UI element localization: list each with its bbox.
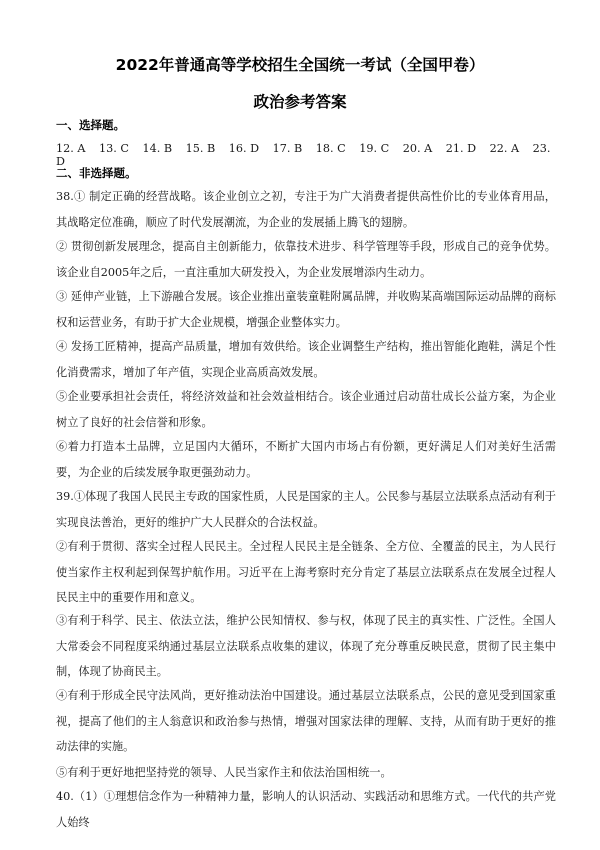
answer-paragraph: ②有利于贯彻、落实全过程人民民主。全过程人民民主是全链条、全方位、全覆盖的民主，为人民行使当家作主权利起到保驾护航作用。习近平在上海考察时充分肯定了基层立法联系点在发展全过程人民民主中的重要作用和意义。 (56, 540, 556, 604)
answer-paragraph: ⑤企业要承担社会责任，将经济效益和社会效益相结合。该企业通过启动苗壮成长公益方案，为企业树立了良好的社会信誉和形象。 (56, 390, 556, 429)
answer-item: 18. C (315, 142, 346, 155)
answer-paragraph: ⑥着力打造本土品牌，立足国内大循环，不断扩大国内市场占有份额，更好满足人们对美好生活需要，为企业的后续发展争取更强劲动力。 (56, 440, 556, 479)
answer-item: 20. A (402, 142, 433, 155)
answer-paragraph: ⑤有利于更好地把坚持党的领导、人民当家作主和依法治国相统一。 (56, 766, 392, 779)
section-heading-choice: 一、选择题。 (56, 118, 125, 132)
answer-item: 13. C (99, 142, 129, 155)
answer-item: 23. D (56, 142, 551, 168)
answer-item: 15. B (185, 142, 216, 155)
answer-item: 19. C (359, 142, 390, 155)
answer-paragraph: 39.①体现了我国人民民主专政的国家性质，人民是国家的主人。公民参与基层立法联系点活动有利于实现良法善治，更好的维护广大人民群众的合法权益。 (56, 490, 556, 529)
answer-item: 22. A (489, 142, 520, 155)
section-heading-essay: 二、非选择题。 (56, 166, 137, 180)
answer-paragraph: ③有利于科学、民主、依法立法，维护公民知情权、参与权，体现了民主的真实性、广泛性。全国人大常委会不同程度采纳通过基层立法联系点收集的建议，体现了充分尊重反映民意，贯彻了民主集中制，体现了协商民主。 (56, 614, 556, 678)
document-title: 2022年普通高等学校招生全国统一考试（全国甲卷） (115, 56, 485, 74)
answer-paragraph: ② 贯彻创新发展理念，提高自主创新能力，依靠技术进步、科学管理等手段，形成自己的竞争优势。该企业自2005年之后，一直注重加大研发投入，为企业发展增添内生动力。 (56, 240, 556, 279)
answer-item: 14. B (142, 142, 173, 155)
answer-paragraph: 38.① 制定正确的经营战略。该企业创立之初，专注于为广大消费者提供高性价比的专业体育用品，其战略定位准确，顺应了时代发展潮流，为企业的发展插上腾飞的翅膀。 (56, 190, 556, 229)
answer-item: 16. D (228, 142, 260, 155)
answer-item: 17. B (272, 142, 303, 155)
answer-paragraph: ④ 发扬工匠精神，提高产品质量，增加有效供给。该企业调整生产结构，推出智能化跑鞋，满足个性化消费需求，增加了年产值，实现企业高质高效发展。 (56, 340, 556, 379)
answer-item: 12. A (56, 142, 86, 155)
document-subtitle: 政治参考答案 (253, 93, 347, 111)
answer-paragraph: 40.（1）①理想信念作为一种精神力量，影响人的认识活动、实践活动和思维方式。一代代的共产党人始终 (56, 790, 556, 829)
answer-paragraph: ③ 延伸产业链，上下游融合发展。该企业推出童装童鞋附属品牌，并收购某高端国际运动品牌的商标权和运营业务，有助于扩大企业规模，增强企业整体实力。 (56, 290, 556, 329)
answer-paragraph: ④有利于形成全民守法风尚，更好推动法治中国建设。通过基层立法联系点，公民的意见受到国家重视，提高了他们的主人翁意识和政治参与热情，增强对国家法律的理解、支持，从而有助于更好的推动法律的实施。 (56, 689, 556, 753)
answer-item: 21. D (445, 142, 477, 155)
